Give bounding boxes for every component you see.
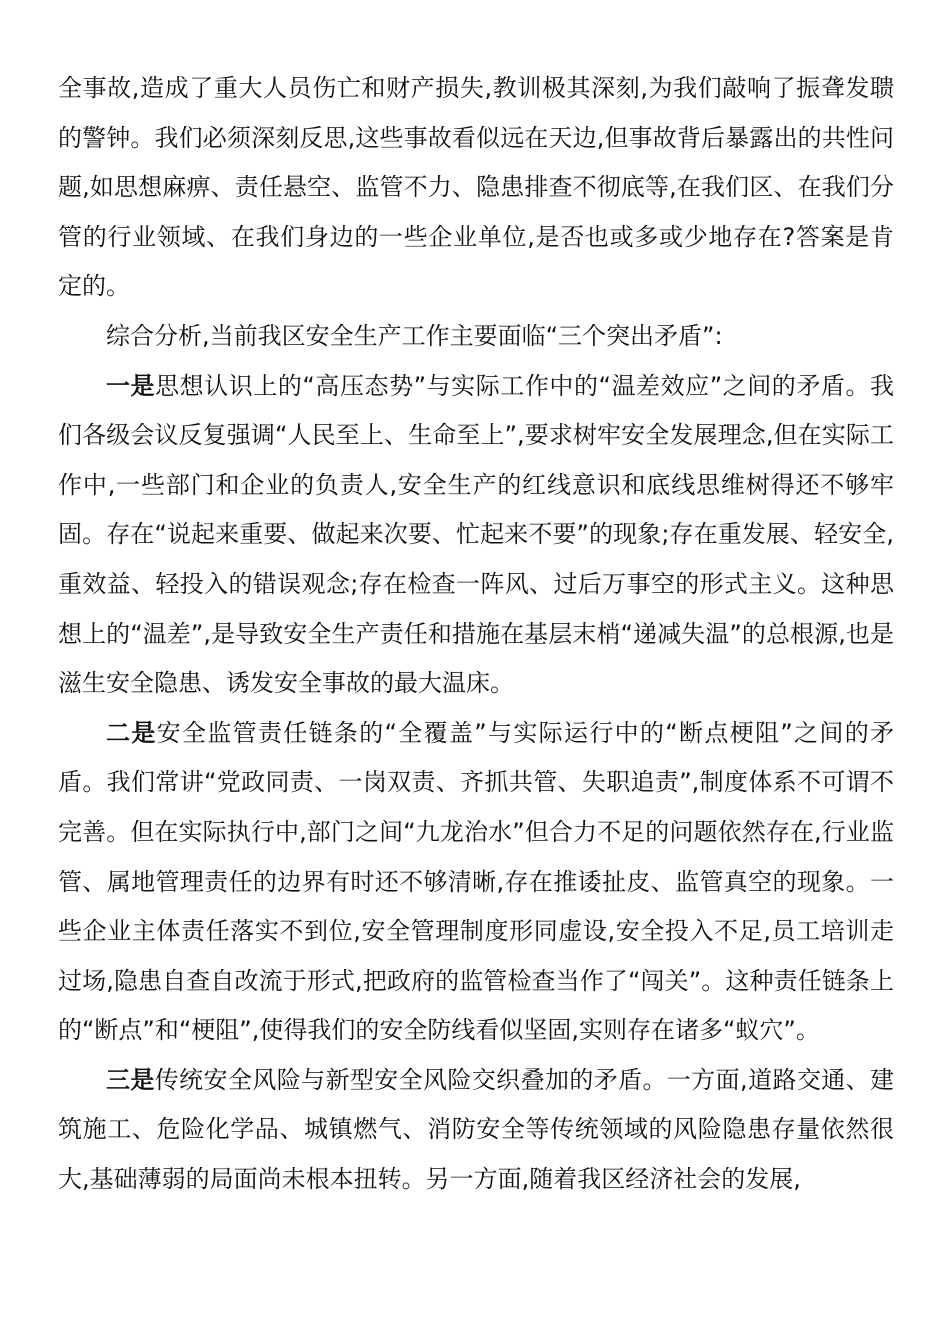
paragraph-contradiction-three: [58, 1056, 894, 1205]
document-body: [58, 64, 894, 1205]
paragraph-contradiction-two: [58, 709, 894, 1056]
paragraph-lead: 三是: [106, 1065, 155, 1094]
paragraph-text: 全事故,造成了重大人员伤亡和财产损失,教训极其深刻,为我们敲响了振聋发聩的警钟。我们必须深刻反思,这些事故看似远在天边,但事故背后暴露出的共性问题,如思想麻痹、责任悬空、监管不力、隐患排查不彻底等,在我们区、在我们分管的行业领域、在我们身边的一些企业单位,是否也或多或少地存在?答案是肯定的。: [58, 74, 894, 301]
paragraph-text: 综合分析,当前我区安全生产工作主要面临“三个突出矛盾”:: [106, 321, 723, 350]
paragraph-contradiction-one: [58, 362, 894, 709]
paragraph-text: 安全监管责任链条的“全覆盖”与实际运行中的“断点梗阻”之间的矛盾。我们常讲“党政同责、一岗双责、齐抓共管、失职追责”,制度体系不可谓不完善。但在实际执行中,部门之间“九龙治水”但合力不足的问题依然存在,行业监管、属地管理责任的边界有时还不够清晰,存在推诿扯皮、监管真空的现象。一些企业主体责任落实不到位,安全管理制度形同虚设,安全投入不足,员工培训走过场,隐患自查自改流于形式,把政府的监管检查当作了“闯关”。这种责任链条上的“断点”和“梗阻”,使得我们的安全防线看似坚固,实则存在诸多“蚁穴”。: [58, 718, 895, 1045]
paragraph-continuation: [58, 64, 894, 312]
paragraph-lead: 一是: [106, 371, 156, 400]
paragraph-lead: 二是: [106, 718, 157, 747]
paragraph-text: 思想认识上的“高压态势”与实际工作中的“温差效应”之间的矛盾。我们各级会议反复强调“人民至上、生命至上”,要求树牢安全发展理念,但在实际工作中,一些部门和企业的负责人,安全生产的红线意识和底线思维树得还不够牢固。存在“说起来重要、做起来次要、忙起来不要”的现象;存在重发展、轻安全,重效益、轻投入的错误观念;存在检查一阵风、过后万事空的形式主义。这种思想上的“温差”,是导致安全生产责任和措施在基层末梢“递减失温”的总根源,也是滋生安全隐患、诱发安全事故的最大温床。: [58, 371, 895, 698]
paragraph-summary: [58, 312, 894, 362]
paragraph-text: 传统安全风险与新型安全风险交织叠加的矛盾。一方面,道路交通、建筑施工、危险化学品、城镇燃气、消防安全等传统领域的风险隐患存量依然很大,基础薄弱的局面尚未根本扭转。另一方面,随着我区经济社会的发展,: [58, 1065, 894, 1194]
